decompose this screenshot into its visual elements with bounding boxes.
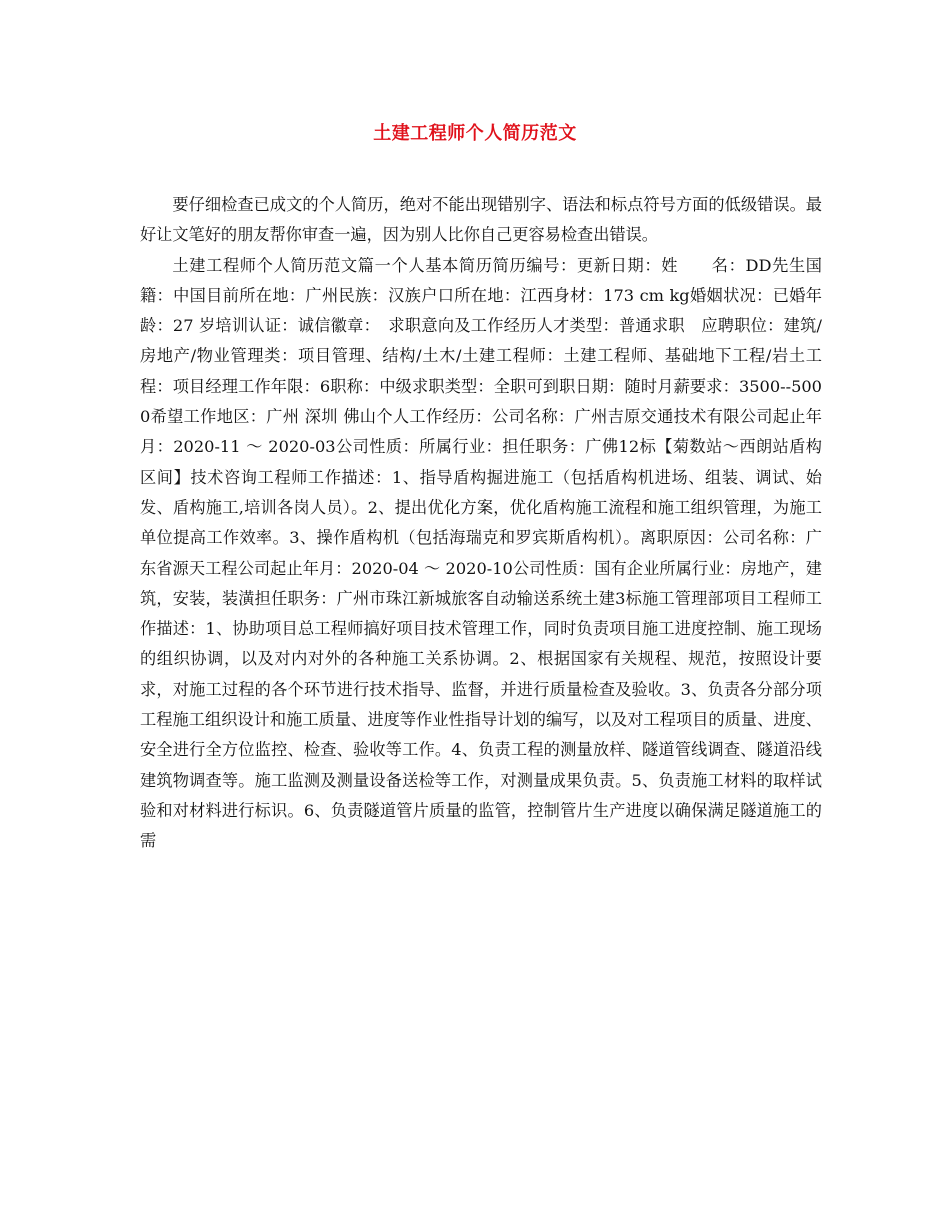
intro-paragraph: 要仔细检查已成文的个人简历，绝对不能出现错别字、语法和标点符号方面的低级错误。最好让文笔好的朋友帮你审查一遍，因为别人比你自己更容易检查出错误。 xyxy=(140,195,822,245)
document-title: 土建工程师个人简历范文 xyxy=(373,123,577,144)
document-body xyxy=(140,190,822,857)
resume-paragraph: 土建工程师个人简历范文篇一个人基本简历简历编号：更新日期：姓 名：DD先生国籍：中国目前所在地：广州民族：汉族户口所在地：江西身材：173 cm kg婚姻状况：已婚年龄：27 岁培训认证：诚信徽章： 求职意向及工作经历人才类型：普通求职 应聘职位：建筑/房地产/物业管理类：项目管理、结构/土木/土建工程师：土建工程师、基础地下工程/岩土工程：项目经理工作年限：6职称：中级求职类型：全职可到职日期：随时月薪要求：3500--5000希望工作地区：广州 深圳 佛山个人工作经历：公司名称：广州吉原交通技术有限公司起止年月：2020-11 ～ 2020-03公司性质：所属行业：担任职务：广佛12标【菊数站～西朗站盾构区间】技术咨询工程师工作描述：1、指导盾构掘进施工（包括盾构机进场、组装、调试、始发、盾构施工,培训各岗人员）。2、提出优化方案，优化盾构施工流程和施工组织管理，为施工单位提高工作效率。3、操作盾构机（包括海瑞克和罗宾斯盾构机）。离职原因：公司名称：广东省源天工程公司起止年月：2020-04 ～ 2020-10公司性质：国有企业所属行业：房地产，建筑，安装，装潢担任职务：广州市珠江新城旅客自动输送系统土建3标施工管理部项目工程师工作描述：1、协助项目总工程师搞好项目技术管理工作，同时负责项目施工进度控制、施工现场的组织协调，以及对内对外的各种施工关系协调。2、根据国家有关规程、规范，按照设计要求，对施工过程的各个环节进行技术指导、监督，并进行质量检查及验收。3、负责各分部分项工程施工组织设计和施工质量、进度等作业性指导计划的编写，以及对工程项目的质量、进度、安全进行全方位监控、检查、验收等工作。4、负责工程的测量放样、隧道管线调查、隧道沿线建筑物调查等。施工监测及测量设备送检等工作，对测量成果负责。5、负责施工材料的取样试验和对材料进行标识。6、负责隧道管片质量的监管，控制管片生产进度以确保满足隧道施工的需 xyxy=(140,255,822,851)
